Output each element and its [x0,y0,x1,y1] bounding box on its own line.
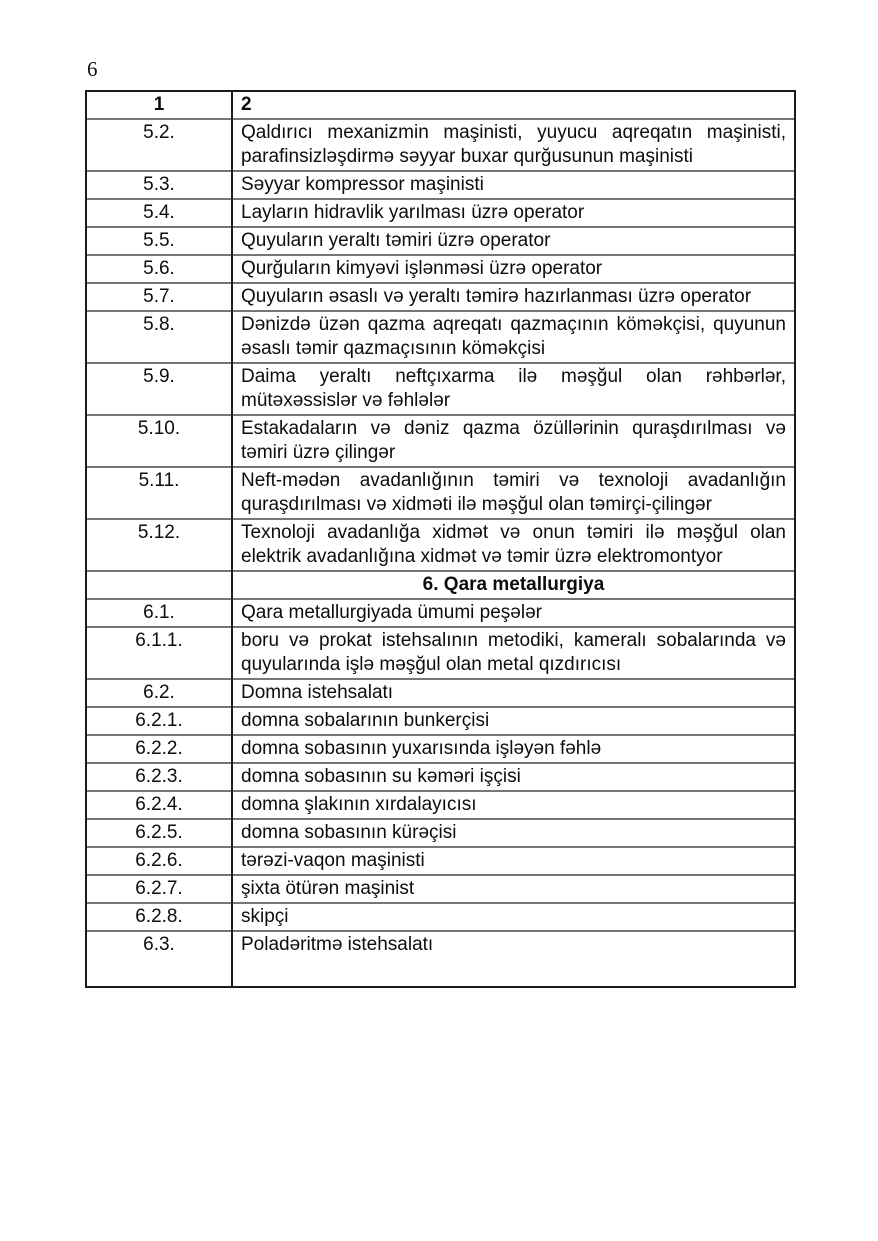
row-number: 5.3. [87,171,232,199]
row-number: 6.3. [87,931,232,986]
row-number: 5.12. [87,519,232,571]
row-number: 5.10. [87,415,232,467]
table-body [87,119,794,986]
row-text: Qurğuların kimyəvi işlənməsi üzrə operator [232,255,794,283]
row-text: domna sobasının su kəməri işçisi [232,763,794,791]
row-number: 5.8. [87,311,232,363]
table-row [87,311,794,363]
table-row [87,599,794,627]
row-number: 5.11. [87,467,232,519]
table-row [87,791,794,819]
row-number: 6.1. [87,599,232,627]
table-row [87,707,794,735]
row-text: domna sobasının yuxarısında işləyən fəhlə [232,735,794,763]
row-text: Dənizdə üzən qazma aqreqatı qazmaçının köməkçisi, quyunun əsaslı təmir qazmaçısının köməkçisi [232,311,794,363]
table-row [87,171,794,199]
row-text: boru və prokat istehsalının metodiki, kameralı sobalarında və quyularında işlə məşğul olan metal qızdırıcısı [232,627,794,679]
table-header-row [87,92,794,119]
table-row [87,847,794,875]
column-header-2: 2 [232,92,794,119]
table-row [87,875,794,903]
table-row [87,415,794,467]
row-text: Poladəritmə istehsalatı [232,931,794,986]
table-row [87,931,794,986]
row-text: domna şlakının xırdalayıcısı [232,791,794,819]
row-text: Neft-mədən avadanlığının təmiri və texnoloji avadanlığın quraşdırılması və xidməti ilə məşğul olan təmirçi-çilingər [232,467,794,519]
section-row [87,571,794,599]
row-number: 5.9. [87,363,232,415]
row-text: Quyuların yeraltı təmiri üzrə operator [232,227,794,255]
column-header-1: 1 [153,94,165,115]
row-number: 6.2.2. [87,735,232,763]
row-text: Estakadaların və dəniz qazma özüllərinin quraşdırılması və təmiri üzrə çilingər [232,415,794,467]
row-number: 6.2.1. [87,707,232,735]
table-row [87,763,794,791]
page-number: 6 [87,57,98,81]
table-row [87,119,794,171]
row-text: domna sobalarının bunkerçisi [232,707,794,735]
row-text: Texnoloji avadanlığa xidmət və onun təmiri ilə məşğul olan elektrik avadanlığına xidmət və təmir üzrə elektromontyor [232,519,794,571]
row-number [87,571,232,599]
table-row [87,519,794,571]
table-row [87,467,794,519]
row-number: 6.2.7. [87,875,232,903]
row-text: Layların hidravlik yarılması üzrə operator [232,199,794,227]
table-row [87,735,794,763]
row-text: tərəzi-vaqon maşinisti [232,847,794,875]
table-row [87,283,794,311]
row-text: domna sobasının kürəçisi [232,819,794,847]
row-number: 5.2. [87,119,232,171]
row-number: 6.2.4. [87,791,232,819]
table-row [87,819,794,847]
row-number: 5.6. [87,255,232,283]
table-row [87,227,794,255]
row-number: 6.1.1. [87,627,232,679]
row-text: Səyyar kompressor maşinisti [232,171,794,199]
table-row [87,679,794,707]
row-text: Daima yeraltı neftçıxarma ilə məşğul olan rəhbərlər, mütəxəssislər və fəhlələr [232,363,794,415]
row-text: şixta ötürən maşinist [232,875,794,903]
table-row [87,627,794,679]
table-row [87,363,794,415]
row-number: 5.7. [87,283,232,311]
table-row [87,255,794,283]
row-number: 6.2.6. [87,847,232,875]
row-number: 6.2.3. [87,763,232,791]
row-text: Qaldırıcı mexanizmin maşinisti, yuyucu aqreqatın maşinisti, parafinsizləşdirmə səyyar buxar qurğusunun maşinisti [232,119,794,171]
row-text: Quyuların əsaslı və yeraltı təmirə hazırlanması üzrə operator [232,283,794,311]
row-number: 5.4. [87,199,232,227]
row-text: skipçi [232,903,794,931]
professions-table-frame [85,90,796,988]
table-row [87,903,794,931]
table-row [87,199,794,227]
row-number: 5.5. [87,227,232,255]
row-text: Domna istehsalatı [232,679,794,707]
row-number: 6.2. [87,679,232,707]
section-title: 6. Qara metallurgiya [232,571,794,599]
row-number: 6.2.5. [87,819,232,847]
row-text: Qara metallurgiyada ümumi peşələr [232,599,794,627]
row-number: 6.2.8. [87,903,232,931]
professions-table [87,92,794,986]
